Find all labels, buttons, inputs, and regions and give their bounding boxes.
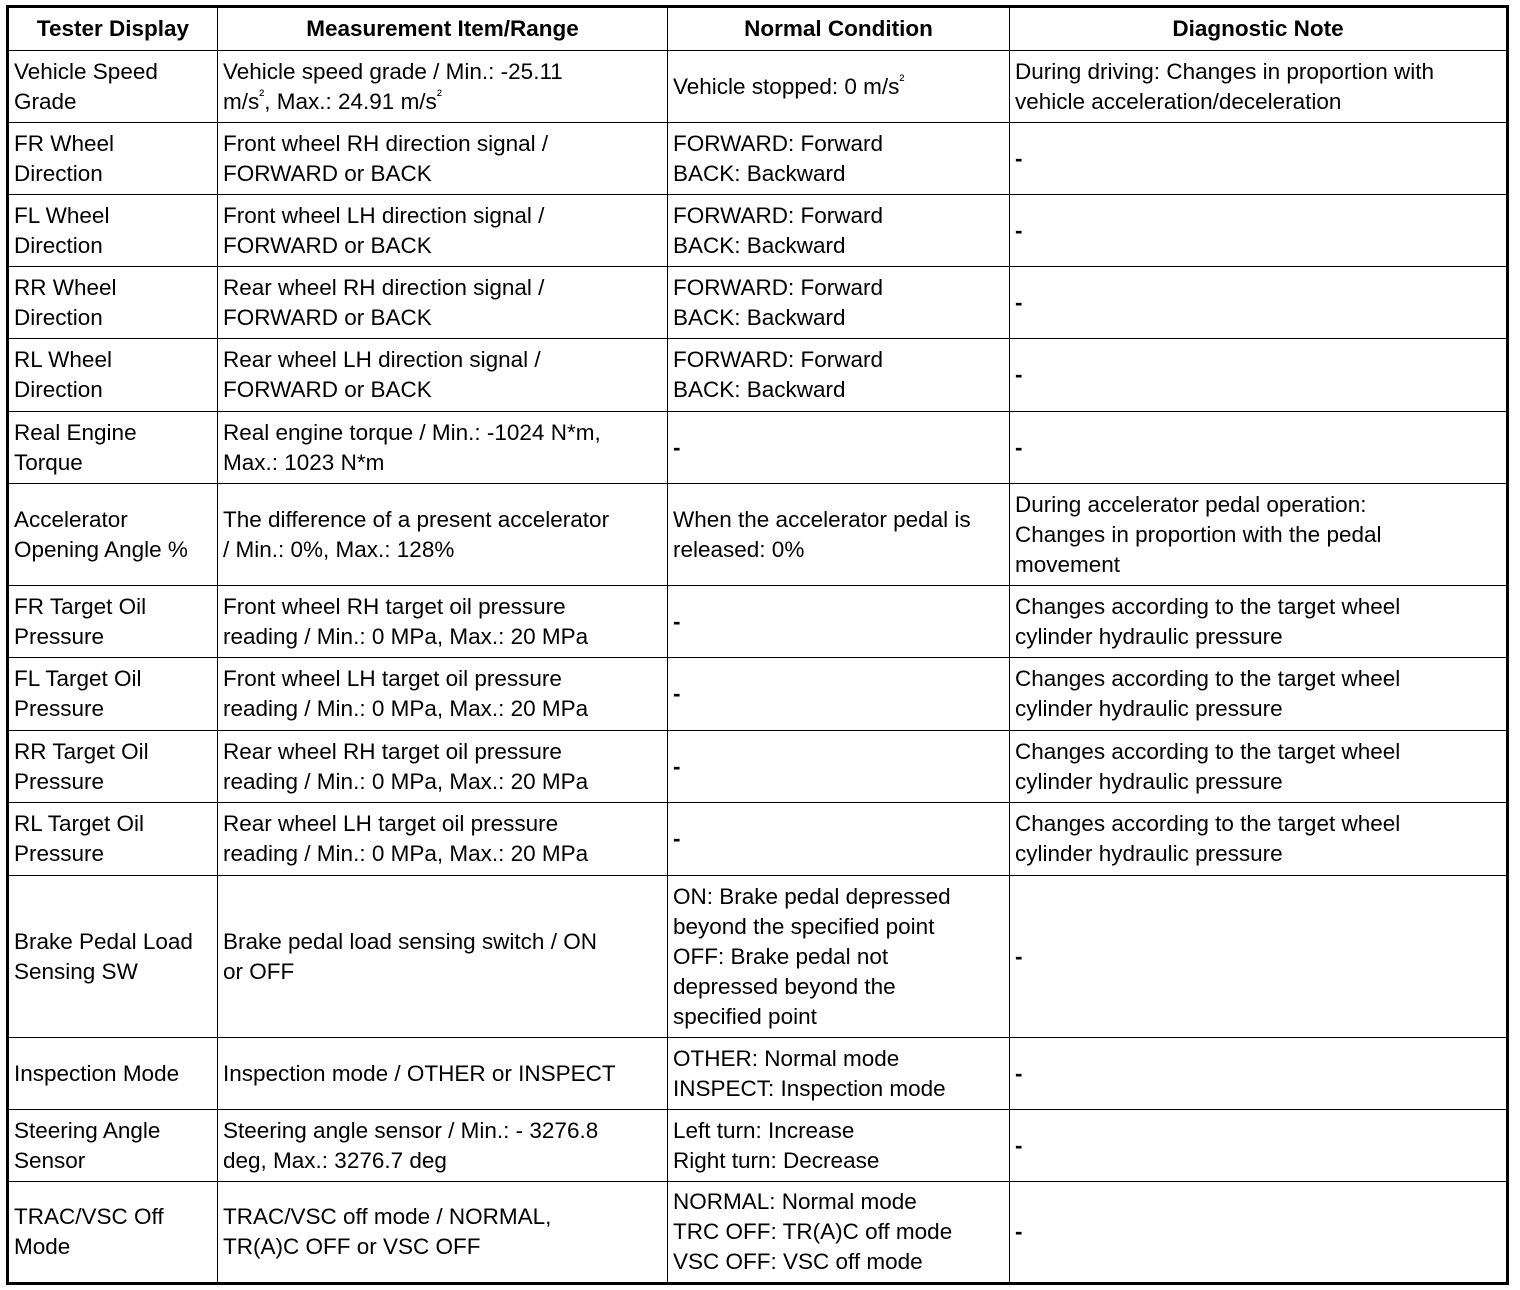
cell-tester-display-line: Real Engine <box>14 419 137 445</box>
table-header-row <box>8 7 1508 51</box>
header-tester-display: Tester Display <box>8 7 218 51</box>
cell-diagnostic-note-line: movement <box>1015 551 1121 577</box>
cell-measurement-item-line: Brake pedal load sensing switch / ON <box>223 928 597 954</box>
table-row <box>8 731 1508 803</box>
cell-measurement-item-line: Steering angle sensor / Min.: - 3276.8 <box>223 1117 599 1143</box>
cell-diagnostic-note <box>1010 586 1508 658</box>
table-row <box>8 803 1508 876</box>
cell-tester-display-line: Vehicle Speed <box>14 58 158 84</box>
cell-diagnostic-note-line: Changes according to the target wheel <box>1015 593 1401 619</box>
cell-normal-condition-line: BACK: Backward <box>673 377 846 402</box>
cell-normal-condition-line: Vehicle stopped: 0 $m/s^{^2}$ <box>673 71 905 99</box>
cell-diagnostic-note <box>1010 731 1508 803</box>
cell-tester-display <box>8 412 218 484</box>
cell-measurement-item-line: Real engine torque / Min.: -1024 N*m, <box>223 419 601 445</box>
cell-tester-display <box>8 267 218 339</box>
cell-diagnostic-note-line: - <box>1015 217 1023 243</box>
cell-diagnostic-note <box>1010 876 1508 1038</box>
cell-tester-display-line: Brake Pedal Load <box>14 928 193 954</box>
cell-tester-display-line: RR Target Oil <box>14 738 149 764</box>
cell-normal-condition-line: ON: Brake pedal depressed <box>673 883 951 909</box>
cell-measurement-item <box>218 658 668 731</box>
cell-normal-condition <box>668 195 1010 267</box>
cell-diagnostic-note-line: cylinder hydraulic pressure <box>1015 768 1283 794</box>
table-row <box>8 123 1508 195</box>
cell-diagnostic-note-line: During accelerator pedal operation: <box>1015 491 1367 517</box>
cell-normal-condition-line: specified point <box>673 1003 817 1029</box>
cell-tester-display-line: Pressure <box>14 768 105 794</box>
cell-measurement-item-line: FORWARD or BACK <box>223 304 432 330</box>
cell-measurement-item-line: Rear wheel RH direction signal / <box>223 274 545 300</box>
cell-tester-display-line: FL Wheel <box>14 202 110 228</box>
cell-normal-condition-line: - <box>673 434 681 460</box>
table-row <box>8 267 1508 339</box>
cell-normal-condition-line: VSC OFF: VSC off mode <box>673 1249 923 1274</box>
cell-tester-display-line: Mode <box>14 1234 71 1259</box>
cell-measurement-item-line: Front wheel RH target oil pressure <box>223 593 566 619</box>
cell-tester-display-line: RL Wheel <box>14 347 112 372</box>
cell-tester-display-line: Pressure <box>14 623 105 649</box>
page <box>6 5 1506 1285</box>
cell-normal-condition-line: depressed beyond the <box>673 973 896 999</box>
cell-tester-display-line: Torque <box>14 449 83 475</box>
cell-normal-condition-line: When the accelerator pedal is <box>673 506 971 532</box>
cell-normal-condition-line: OTHER: Normal mode <box>673 1045 900 1071</box>
cell-diagnostic-note-line: cylinder hydraulic pressure <box>1015 623 1283 649</box>
cell-measurement-item-line: / Min.: 0%, Max.: 128% <box>223 536 455 562</box>
cell-diagnostic-note <box>1010 339 1508 412</box>
cell-tester-display <box>8 1110 218 1182</box>
cell-measurement-item-line: Rear wheel LH target oil pressure <box>223 811 559 836</box>
cell-normal-condition-line: beyond the specified point <box>673 913 935 939</box>
cell-tester-display <box>8 731 218 803</box>
cell-normal-condition <box>668 412 1010 484</box>
cell-measurement-item <box>218 195 668 267</box>
cell-tester-display-line: FR Target Oil <box>14 593 147 619</box>
cell-measurement-item-line: deg, Max.: 3276.7 deg <box>223 1147 447 1173</box>
cell-tester-display-line: Direction <box>14 377 103 402</box>
cell-measurement-item-line: FORWARD or BACK <box>223 232 432 258</box>
cell-measurement-item <box>218 1038 668 1110</box>
cell-diagnostic-note-line: Changes according to the target wheel <box>1015 811 1401 836</box>
cell-measurement-item-line: Rear wheel RH target oil pressure <box>223 738 562 764</box>
header-normal-condition: Normal Condition <box>668 7 1010 51</box>
cell-normal-condition <box>668 731 1010 803</box>
cell-normal-condition-line: TRC OFF: TR(A)C off mode <box>673 1219 953 1244</box>
cell-tester-display-line: Accelerator <box>14 506 128 532</box>
cell-diagnostic-note-line: cylinder hydraulic pressure <box>1015 696 1283 721</box>
cell-normal-condition-line: - <box>673 826 681 851</box>
table-row <box>8 586 1508 658</box>
cell-normal-condition-line: released: 0% <box>673 536 805 562</box>
cell-normal-condition <box>668 658 1010 731</box>
cell-diagnostic-note <box>1010 484 1508 586</box>
cell-tester-display-line: Pressure <box>14 841 105 866</box>
cell-normal-condition <box>668 267 1010 339</box>
table-row <box>8 658 1508 731</box>
cell-diagnostic-note-line: - <box>1015 943 1023 969</box>
cell-normal-condition <box>668 484 1010 586</box>
cell-normal-condition-line: FORWARD: Forward <box>673 202 884 228</box>
cell-measurement-item-line: FORWARD or BACK <box>223 160 432 186</box>
cell-measurement-item <box>218 412 668 484</box>
cell-normal-condition <box>668 339 1010 412</box>
cell-normal-condition-line: - <box>673 608 681 634</box>
table-row <box>8 1182 1508 1284</box>
cell-normal-condition-line: INSPECT: Inspection mode <box>673 1075 946 1101</box>
cell-normal-condition <box>668 51 1010 123</box>
table-row <box>8 1110 1508 1182</box>
cell-tester-display-line: RR Wheel <box>14 274 117 300</box>
cell-normal-condition-line: - <box>673 753 681 779</box>
cell-diagnostic-note-line: - <box>1015 362 1023 387</box>
cell-diagnostic-note <box>1010 123 1508 195</box>
cell-tester-display <box>8 586 218 658</box>
cell-tester-display-line: Opening Angle % <box>14 536 188 562</box>
header-measurement-item: Measurement Item/Range <box>218 7 668 51</box>
cell-tester-display <box>8 484 218 586</box>
cell-measurement-item-line: Front wheel RH direction signal / <box>223 130 549 156</box>
cell-measurement-item <box>218 1110 668 1182</box>
cell-measurement-item-line: reading / Min.: 0 MPa, Max.: 20 MPa <box>223 623 589 649</box>
cell-diagnostic-note-line: - <box>1015 1132 1023 1158</box>
cell-measurement-item <box>218 123 668 195</box>
cell-tester-display-line: Inspection Mode <box>14 1060 180 1086</box>
cell-measurement-item-line: Front wheel LH direction signal / <box>223 202 545 228</box>
cell-diagnostic-note <box>1010 803 1508 876</box>
cell-measurement-item-line: Rear wheel LH direction signal / <box>223 347 541 372</box>
cell-tester-display <box>8 339 218 412</box>
cell-tester-display-line: Sensor <box>14 1147 86 1173</box>
cell-normal-condition-line: Left turn: Increase <box>673 1117 855 1143</box>
cell-tester-display <box>8 803 218 876</box>
cell-diagnostic-note <box>1010 1038 1508 1110</box>
cell-measurement-item-line: The difference of a present accelerator <box>223 506 610 532</box>
cell-measurement-item-line: Inspection mode / OTHER or INSPECT <box>223 1060 616 1086</box>
cell-diagnostic-note <box>1010 658 1508 731</box>
table-row <box>8 876 1508 1038</box>
cell-diagnostic-note-line: - <box>1015 1219 1023 1244</box>
cell-measurement-item <box>218 876 668 1038</box>
cell-measurement-item-line: $m/s^{^2}$, Max.: 24.91 $m/s^{^2}$ <box>223 86 442 114</box>
cell-measurement-item <box>218 51 668 123</box>
cell-normal-condition <box>668 1182 1010 1284</box>
cell-normal-condition-line: FORWARD: Forward <box>673 130 884 156</box>
cell-measurement-item-line: reading / Min.: 0 MPa, Max.: 20 MPa <box>223 768 589 794</box>
cell-tester-display <box>8 658 218 731</box>
cell-tester-display <box>8 123 218 195</box>
cell-measurement-item <box>218 339 668 412</box>
cell-measurement-item-line: FORWARD or BACK <box>223 377 432 402</box>
cell-measurement-item <box>218 484 668 586</box>
cell-normal-condition-line: FORWARD: Forward <box>673 347 884 372</box>
cell-normal-condition-line: Right turn: Decrease <box>673 1147 880 1173</box>
cell-measurement-item-line: Vehicle speed grade / Min.: -25.11 <box>223 58 563 84</box>
cell-diagnostic-note <box>1010 412 1508 484</box>
cell-measurement-item-line: reading / Min.: 0 MPa, Max.: 20 MPa <box>223 696 589 721</box>
cell-measurement-item-line: or OFF <box>223 958 295 984</box>
cell-tester-display <box>8 195 218 267</box>
table-row <box>8 195 1508 267</box>
cell-diagnostic-note-line: - <box>1015 1060 1023 1086</box>
cell-tester-display-line: Sensing SW <box>14 958 138 984</box>
cell-diagnostic-note-line: - <box>1015 145 1023 171</box>
cell-normal-condition <box>668 803 1010 876</box>
cell-measurement-item <box>218 731 668 803</box>
cell-tester-display-line: Direction <box>14 160 103 186</box>
cell-normal-condition <box>668 586 1010 658</box>
cell-diagnostic-note <box>1010 195 1508 267</box>
cell-tester-display <box>8 51 218 123</box>
cell-tester-display-line: RL Target Oil <box>14 811 145 836</box>
cell-diagnostic-note <box>1010 1182 1508 1284</box>
cell-tester-display <box>8 876 218 1038</box>
cell-normal-condition-line: NORMAL: Normal mode <box>673 1189 917 1214</box>
cell-tester-display-line: Direction <box>14 232 103 258</box>
cell-normal-condition <box>668 1038 1010 1110</box>
cell-measurement-item-line: TR(A)C OFF or VSC OFF <box>223 1234 481 1259</box>
cell-tester-display-line: Grade <box>14 88 77 114</box>
cell-measurement-item <box>218 267 668 339</box>
cell-normal-condition-line: BACK: Backward <box>673 232 846 258</box>
header-diagnostic-note: Diagnostic Note <box>1010 7 1508 51</box>
cell-diagnostic-note <box>1010 267 1508 339</box>
table-row <box>8 339 1508 412</box>
cell-tester-display-line: Pressure <box>14 696 105 721</box>
cell-tester-display-line: Direction <box>14 304 103 330</box>
table-row <box>8 51 1508 123</box>
cell-diagnostic-note-line: vehicle acceleration/deceleration <box>1015 88 1342 114</box>
cell-measurement-item-line: reading / Min.: 0 MPa, Max.: 20 MPa <box>223 841 589 866</box>
cell-measurement-item-line: Max.: 1023 N*m <box>223 449 385 475</box>
cell-tester-display-line: TRAC/VSC Off <box>14 1204 164 1229</box>
cell-diagnostic-note-line: - <box>1015 434 1023 460</box>
table-row <box>8 1038 1508 1110</box>
cell-normal-condition <box>668 123 1010 195</box>
cell-normal-condition <box>668 876 1010 1038</box>
cell-tester-display-line: FL Target Oil <box>14 666 142 691</box>
table-body <box>8 51 1508 1284</box>
cell-normal-condition-line: OFF: Brake pedal not <box>673 943 889 969</box>
cell-normal-condition-line: FORWARD: Forward <box>673 274 884 300</box>
cell-diagnostic-note-line: - <box>1015 289 1023 315</box>
cell-diagnostic-note-line: Changes in proportion with the pedal <box>1015 521 1382 547</box>
table-row <box>8 484 1508 586</box>
cell-measurement-item <box>218 803 668 876</box>
cell-measurement-item-line: TRAC/VSC off mode / NORMAL, <box>223 1204 552 1229</box>
cell-tester-display-line: Steering Angle <box>14 1117 161 1143</box>
cell-tester-display <box>8 1182 218 1284</box>
cell-diagnostic-note <box>1010 1110 1508 1182</box>
cell-diagnostic-note-line: During driving: Changes in proportion with <box>1015 58 1434 84</box>
cell-diagnostic-note <box>1010 51 1508 123</box>
table-row <box>8 412 1508 484</box>
data-list-table <box>6 5 1509 1285</box>
cell-normal-condition-line: - <box>673 681 681 706</box>
cell-measurement-item <box>218 586 668 658</box>
cell-diagnostic-note-line: cylinder hydraulic pressure <box>1015 841 1283 866</box>
cell-normal-condition-line: BACK: Backward <box>673 160 846 186</box>
cell-tester-display-line: FR Wheel <box>14 130 115 156</box>
cell-measurement-item-line: Front wheel LH target oil pressure <box>223 666 562 691</box>
cell-normal-condition <box>668 1110 1010 1182</box>
cell-normal-condition-line: BACK: Backward <box>673 304 846 330</box>
cell-diagnostic-note-line: Changes according to the target wheel <box>1015 738 1401 764</box>
cell-tester-display <box>8 1038 218 1110</box>
cell-measurement-item <box>218 1182 668 1284</box>
cell-diagnostic-note-line: Changes according to the target wheel <box>1015 666 1401 691</box>
